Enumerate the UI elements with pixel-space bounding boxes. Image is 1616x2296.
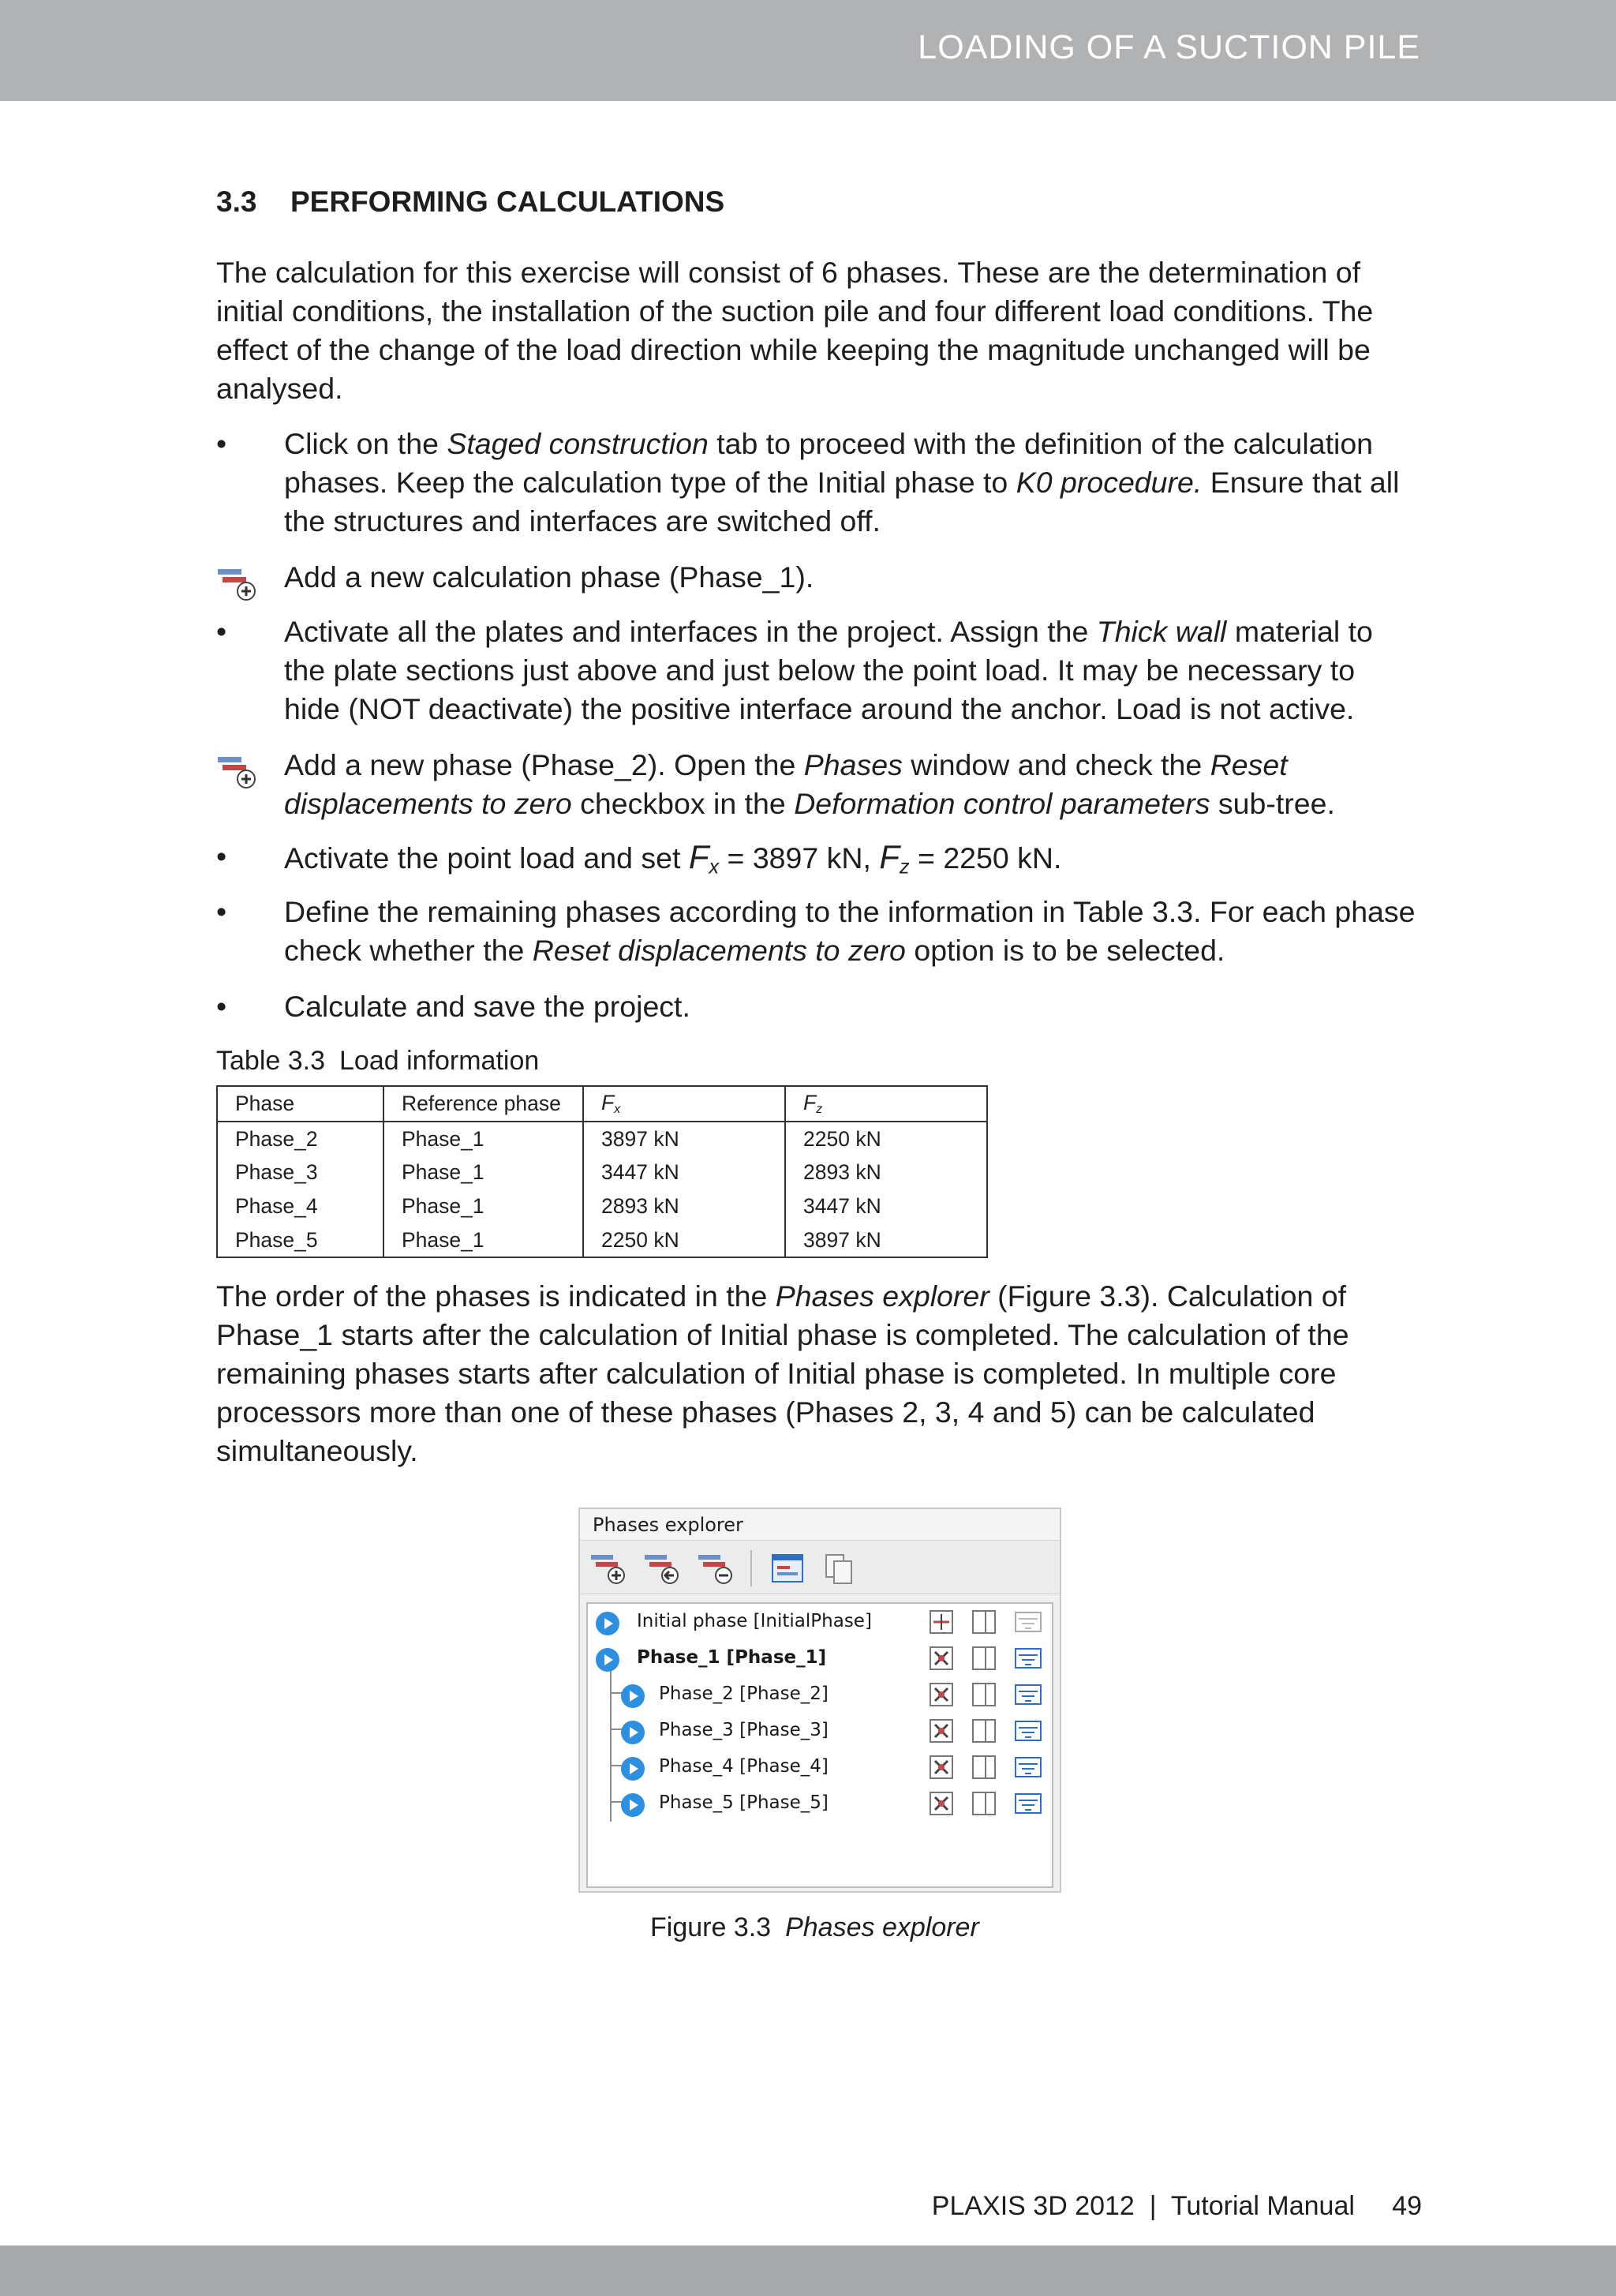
step-text: Activate the point load and set [284, 841, 689, 875]
fx-symbol: F [688, 838, 709, 875]
insert-phase-button[interactable] [643, 1552, 681, 1586]
step-text: checkbox in the [571, 787, 795, 820]
fx-symbol: F [601, 1091, 615, 1115]
phase-row-2[interactable] [588, 1678, 1053, 1710]
cell-fz: 3447 kN [785, 1189, 987, 1223]
phases-tree [586, 1602, 1053, 1888]
table-row [217, 1223, 987, 1257]
copy-button[interactable] [821, 1552, 859, 1586]
phase-status-icons [929, 1718, 1047, 1744]
calculate-icon [594, 1610, 621, 1637]
fz-symbol: F [879, 838, 900, 875]
cell-fz: 3897 kN [785, 1223, 987, 1257]
header-fx [583, 1086, 785, 1122]
fz-symbol: F [803, 1091, 817, 1115]
header-reference-phase: Reference phase [383, 1086, 583, 1122]
add-phase-icon [216, 567, 257, 612]
step-text: Add a new calculation phase (Phase_1). [284, 560, 814, 594]
cell-phase: Phase_5 [217, 1223, 383, 1257]
cell-fx: 2250 kN [583, 1223, 785, 1257]
bullet: • [216, 990, 227, 1023]
phase-row-5[interactable] [588, 1787, 1053, 1818]
footer-separator: | [1149, 2191, 1157, 2221]
step-emphasis: Reset displacements to zero [532, 934, 906, 967]
bullet: • [216, 895, 227, 928]
cell-reference: Phase_1 [383, 1122, 583, 1155]
figure-caption-text: Phases explorer [785, 1912, 979, 1942]
step-text: option is to be selected. [905, 934, 1225, 967]
table-header-row [217, 1086, 987, 1122]
phase-row-1[interactable] [588, 1642, 1053, 1673]
paragraph-text: (Figure 3.3). Calculation of Phase_1 starts after the calculation of Initial phase is completed. The calculation of the remaining phases starts after calculation of Initial phase is completed. In multiple core processors more than one of these phases (Phases 2, 3, 4 and 5) can be calculated simultaneously. [216, 1279, 1349, 1467]
cell-phase: Phase_2 [217, 1122, 383, 1155]
load-information-table [216, 1085, 988, 1258]
step-emphasis: Thick wall [1096, 615, 1227, 648]
add-phase-button[interactable] [589, 1552, 627, 1586]
section-heading [216, 185, 1416, 219]
phase-status-icons [929, 1682, 1047, 1707]
step-text: Add a new phase (Phase_2). Open the [284, 748, 804, 781]
cell-fx: 3447 kN [583, 1155, 785, 1189]
phase-order-paragraph [216, 1277, 1416, 1470]
fx-subscript: x [709, 856, 720, 878]
step-activate-plates [216, 612, 1416, 729]
step-text: = 3897 kN, [719, 841, 880, 875]
calculate-icon [619, 1719, 646, 1746]
table-caption [216, 1046, 1416, 1077]
figure-number: Figure 3.3 [650, 1912, 772, 1942]
phase-row-4[interactable] [588, 1751, 1053, 1782]
bullet: • [216, 427, 227, 460]
phase-label: Phase_2 [Phase_2] [659, 1684, 829, 1704]
phase-label: Initial phase [InitialPhase] [637, 1611, 872, 1631]
fz-subscript: z [816, 1102, 823, 1116]
phase-status-icons [929, 1791, 1047, 1816]
step-text: Ensure that all the structures and interfaces are switched off. [284, 466, 1400, 537]
section-title: PERFORMING CALCULATIONS [290, 185, 725, 218]
calculate-icon [619, 1755, 646, 1782]
phase-status-icons [929, 1646, 1047, 1671]
step-add-phase-2 [216, 746, 1416, 823]
step-point-load [216, 837, 1416, 886]
fx-subscript: x [614, 1102, 621, 1116]
step-define-remaining [216, 893, 1416, 970]
table-row [217, 1189, 987, 1223]
cell-fz: 2893 kN [785, 1155, 987, 1189]
cell-fz: 2250 kN [785, 1122, 987, 1155]
toolbar-separator [750, 1550, 752, 1586]
table-row [217, 1155, 987, 1189]
step-staged-construction [216, 425, 1416, 541]
table-caption-text: Load information [339, 1046, 540, 1076]
step-emphasis: K0 procedure. [1016, 466, 1203, 499]
paragraph-emphasis: Phases explorer [775, 1279, 989, 1313]
cell-reference: Phase_1 [383, 1155, 583, 1189]
step-text: tab to proceed with the definition of the calculation phases. Keep the calculation type of the Initial phase to [284, 427, 1374, 499]
phase-row-3[interactable] [588, 1714, 1053, 1746]
paragraph-text: The order of the phases is indicated in the [216, 1279, 776, 1313]
step-text: Activate all the plates and interfaces in the project. Assign the [284, 615, 1097, 648]
phases-explorer-title: Phases explorer [580, 1509, 1060, 1541]
bullet: • [216, 615, 227, 648]
phases-explorer-panel [578, 1508, 1061, 1893]
phase-status-icons [929, 1755, 1047, 1780]
intro-paragraph: The calculation for this exercise will consist of 6 phases. These are the determination of initial conditions, the installation of the suction pile and four different load conditions. The effect of the change of the load direction while keeping the magnitude unchanged will be analysed. [216, 256, 1374, 405]
cell-reference: Phase_1 [383, 1223, 583, 1257]
figure-caption [650, 1912, 979, 1943]
section-number: 3.3 [216, 185, 257, 218]
add-phase-icon [216, 755, 257, 800]
table-number: Table 3.3 [216, 1046, 325, 1076]
phases-explorer-toolbar [580, 1541, 1060, 1594]
cell-fx: 2893 kN [583, 1189, 785, 1223]
phase-label: Phase_3 [Phase_3] [659, 1720, 829, 1740]
cell-fx: 3897 kN [583, 1122, 785, 1155]
delete-phase-button[interactable] [697, 1552, 735, 1586]
header-phase: Phase [217, 1086, 383, 1122]
step-calculate [216, 987, 1416, 1026]
calculate-icon [619, 1792, 646, 1818]
cell-phase: Phase_3 [217, 1155, 383, 1189]
phases-window-button[interactable] [769, 1552, 807, 1586]
phase-label: Phase_5 [Phase_5] [659, 1792, 829, 1813]
table-row [217, 1122, 987, 1155]
phase-row-initial[interactable] [588, 1605, 1053, 1637]
fz-subscript: z [900, 856, 910, 878]
step-text: material to the plate sections just above and just below the point load. It may be necessary to hide (NOT deactivate) the positive interface around the anchor. Load is not active. [284, 615, 1373, 725]
cell-reference: Phase_1 [383, 1189, 583, 1223]
footer-band [0, 2245, 1616, 2296]
phase-status-icons [929, 1609, 1047, 1635]
footer-product: PLAXIS 3D 2012 [931, 2191, 1135, 2221]
calculate-icon [594, 1646, 621, 1673]
step-text: Calculate and save the project. [284, 990, 690, 1023]
step-emphasis: Reset displacements to zero [284, 748, 1288, 820]
footer-manual: Tutorial Manual [1170, 2191, 1355, 2221]
step-text: Click on the [284, 427, 447, 460]
header-fz [785, 1086, 987, 1122]
step-text: window and check the [902, 748, 1210, 781]
running-header: LOADING OF A SUCTION PILE [918, 28, 1420, 66]
calculate-icon [619, 1683, 646, 1710]
step-text: Define the remaining phases according to the information in Table 3.3. For each phase check whether the [284, 895, 1416, 967]
page-footer [932, 2191, 1422, 2222]
step-emphasis: Phases [803, 748, 903, 781]
page-number: 49 [1392, 2191, 1422, 2221]
step-emphasis: Deformation control parameters [794, 787, 1210, 820]
phase-label: Phase_1 [Phase_1] [637, 1647, 827, 1668]
step-text: sub-tree. [1210, 787, 1335, 820]
phase-label: Phase_4 [Phase_4] [659, 1756, 829, 1777]
step-emphasis: Staged construction [447, 427, 709, 460]
cell-phase: Phase_4 [217, 1189, 383, 1223]
bullet: • [216, 840, 227, 873]
step-add-phase-1 [216, 558, 1416, 597]
step-text: = 2250 kN. [909, 841, 1062, 875]
